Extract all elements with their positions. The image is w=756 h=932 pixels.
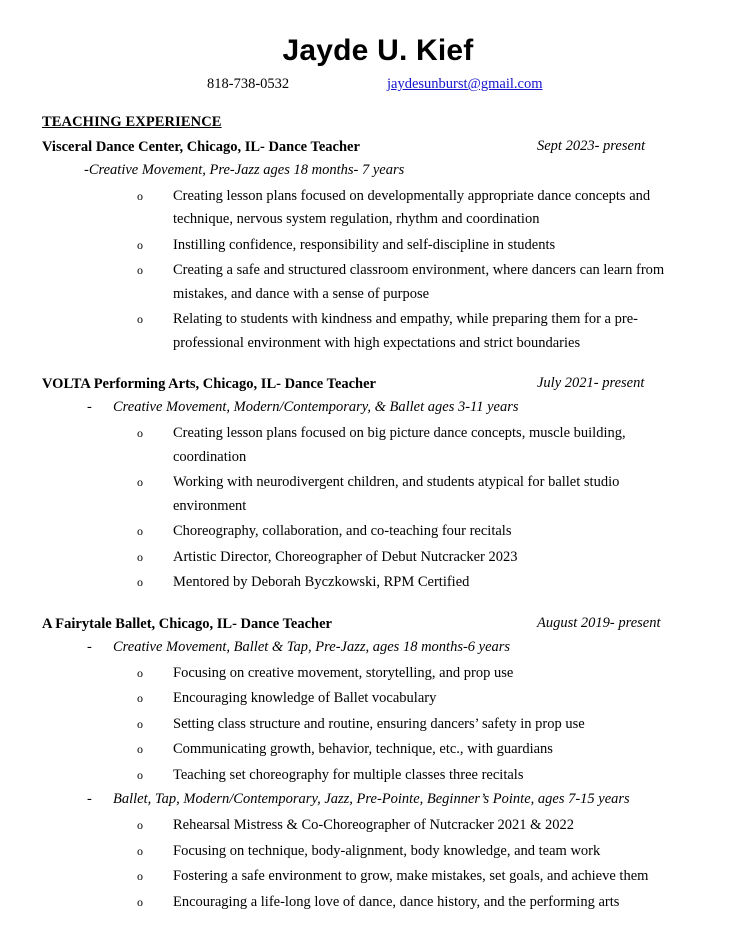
bullet-list	[42, 185, 756, 355]
bullet-text: Focusing on technique, body-alignment, body knowledge, and team work	[173, 842, 601, 859]
bullet-item	[42, 185, 756, 232]
bullet-item	[42, 687, 756, 710]
job-subheading	[42, 399, 756, 418]
circle-bullet-icon: o	[137, 426, 143, 441]
circle-bullet-icon: o	[137, 869, 143, 884]
bullet-item	[42, 571, 756, 594]
job-title: Visceral Dance Center, Chicago, IL- Dance Teacher	[42, 139, 360, 155]
bullet-text: Rehearsal Mistress & Co-Choreographer of Nutcracker 2021 & 2022	[173, 817, 575, 834]
job-header-line	[42, 138, 756, 158]
circle-bullet-icon: o	[137, 237, 143, 252]
job-subheading-label: -Creative Movement, Pre-Jazz ages 18 months- 7 years	[84, 162, 405, 178]
spacer	[42, 597, 756, 615]
bullet-text: Communicating growth, behavior, technique, etc., with guardians	[173, 741, 553, 758]
job-subheading	[42, 162, 756, 181]
bullet-item	[42, 840, 756, 863]
bullet-text: Encouraging knowledge of Ballet vocabulary	[173, 690, 437, 707]
email-link[interactable]: jaydesunburst@gmail.com	[387, 76, 543, 92]
bullet-text: Instilling confidence, responsibility and self-discipline in students	[173, 236, 556, 253]
circle-bullet-icon: o	[137, 742, 143, 757]
bullet-item	[42, 865, 756, 888]
bullet-text: Encouraging a life-long love of dance, dance history, and the performing arts	[173, 893, 620, 910]
job-entry	[42, 138, 756, 355]
dash-marker-icon: -	[87, 791, 92, 808]
bullet-text: Fostering a safe environment to grow, make mistakes, set goals, and achieve them	[173, 868, 649, 885]
phone-number: 818-738-0532	[207, 76, 290, 92]
job-title: VOLTA Performing Arts, Chicago, IL- Dance Teacher	[42, 376, 376, 393]
circle-bullet-icon: o	[137, 665, 143, 680]
bullet-item	[42, 308, 756, 355]
bullet-text: Setting class structure and routine, ensuring dancers’ safety in prop use	[173, 715, 585, 732]
dash-marker-icon: -	[87, 638, 92, 655]
job-subheading	[42, 639, 756, 658]
circle-bullet-icon: o	[137, 312, 143, 327]
job-date: July 2021- present	[537, 375, 645, 392]
bullet-list	[42, 662, 756, 787]
job-date: August 2019- present	[537, 614, 661, 631]
job-subheading-label: Creative Movement, Modern/Contemporary, & Ballet ages 3-11 years	[113, 399, 519, 416]
bullet-list	[42, 814, 756, 914]
job-subheading-label: Ballet, Tap, Modern/Contemporary, Jazz, Pre-Pointe, Beginner’s Pointe, ages 7-15 years	[113, 791, 630, 808]
circle-bullet-icon: o	[137, 524, 143, 539]
bullet-item	[42, 546, 756, 569]
bullet-item	[42, 471, 756, 518]
resume-body	[0, 114, 756, 914]
bullet-item	[42, 662, 756, 685]
candidate-name: Jayde U. Kief	[282, 34, 474, 67]
circle-bullet-icon: o	[137, 189, 143, 203]
circle-bullet-icon: o	[137, 691, 143, 706]
bullet-text: Creating lesson plans focused on big picture dance concepts, muscle building, coordination	[173, 425, 626, 465]
job-entry	[42, 615, 756, 914]
bullet-text: Mentored by Deborah Byczkowski, RPM Certified	[173, 574, 470, 591]
section-heading: TEACHING EXPERIENCE	[42, 114, 222, 130]
bullet-item	[42, 891, 756, 914]
circle-bullet-icon: o	[137, 894, 143, 909]
contact-line	[0, 76, 756, 98]
bullet-text: Creating lesson plans focused on developmentally appropriate dance concepts and technique, nervous system regulation, rhythm and coordination	[173, 188, 651, 228]
bullet-item	[42, 234, 756, 257]
circle-bullet-icon: o	[137, 716, 143, 731]
job-date: Sept 2023- present	[537, 138, 646, 154]
dash-marker-icon: -	[87, 399, 92, 416]
job-entry	[42, 375, 756, 594]
circle-bullet-icon: o	[137, 818, 143, 833]
bullet-text: Artistic Director, Choreographer of Debut Nutcracker 2023	[173, 548, 518, 565]
job-header-line	[42, 375, 756, 395]
circle-bullet-icon: o	[137, 843, 143, 858]
circle-bullet-icon: o	[137, 475, 143, 490]
bullet-text: Focusing on creative movement, storytelling, and prop use	[173, 664, 514, 681]
bullet-item	[42, 713, 756, 736]
bullet-text: Teaching set choreography for multiple classes three recitals	[173, 766, 524, 783]
bullet-text: Working with neurodivergent children, and students atypical for ballet studio environment	[173, 474, 620, 514]
circle-bullet-icon: o	[137, 575, 143, 590]
bullet-text: Creating a safe and structured classroom environment, where dancers can learn from mistakes, and dance with a sense of purpose	[173, 262, 665, 302]
bullet-item	[42, 764, 756, 787]
spacer	[42, 357, 756, 375]
bullet-item	[42, 814, 756, 837]
bullet-item	[42, 259, 756, 306]
bullet-text: Choreography, collaboration, and co-teaching four recitals	[173, 523, 512, 540]
job-title: A Fairytale Ballet, Chicago, IL- Dance Teacher	[42, 615, 332, 632]
bullet-text: Relating to students with kindness and empathy, while preparing them for a pre-professional environment with high expectations and strict boundaries	[173, 311, 638, 351]
bullet-item	[42, 520, 756, 543]
sections-container	[42, 114, 756, 914]
circle-bullet-icon: o	[137, 263, 143, 278]
bullet-item	[42, 422, 756, 469]
job-subheading	[42, 791, 756, 810]
bullet-item	[42, 738, 756, 761]
circle-bullet-icon: o	[137, 549, 143, 564]
circle-bullet-icon: o	[137, 767, 143, 782]
job-header-line	[42, 615, 756, 635]
bullet-list	[42, 422, 756, 594]
job-subheading-label: Creative Movement, Ballet & Tap, Pre-Jazz, ages 18 months-6 years	[113, 638, 511, 655]
